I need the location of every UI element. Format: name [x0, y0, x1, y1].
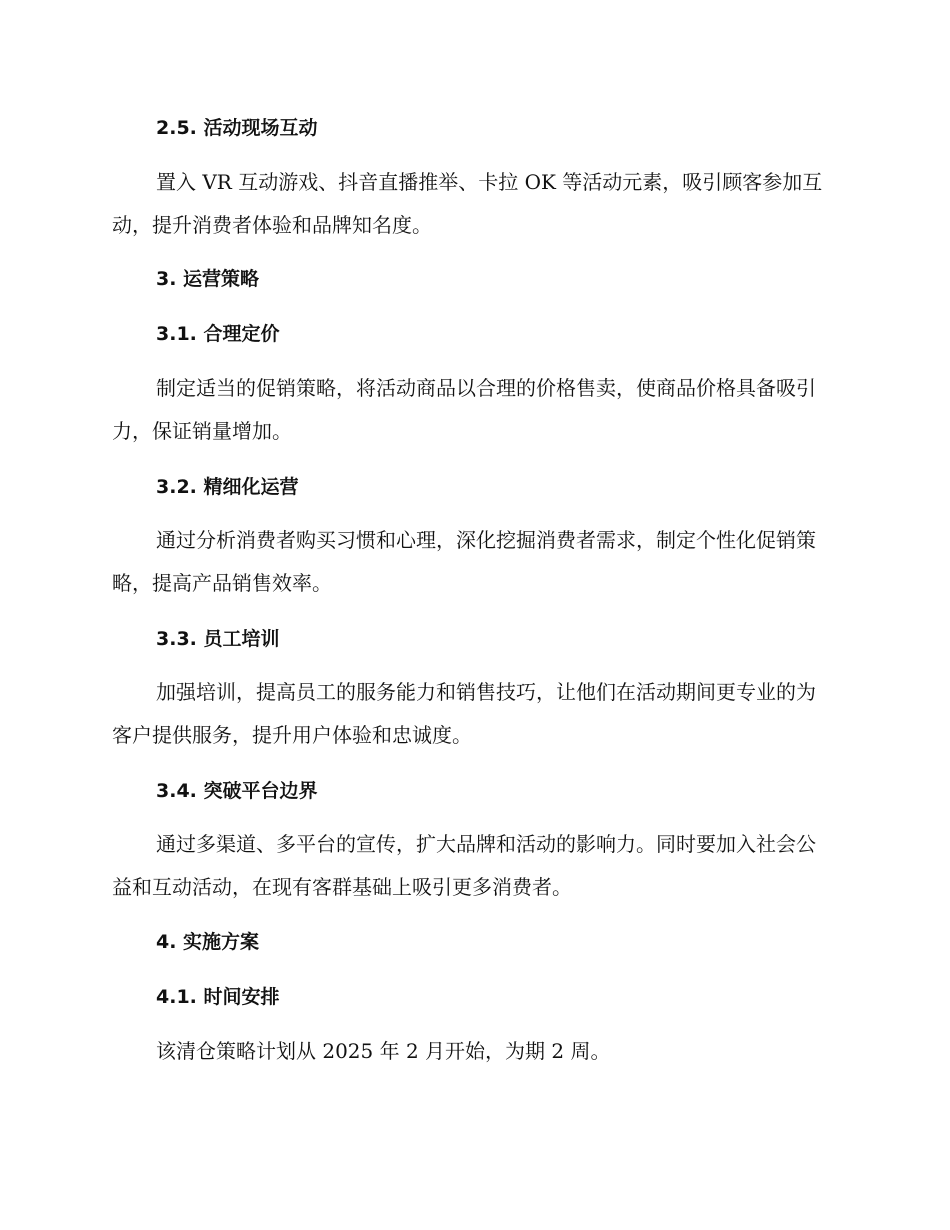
section-heading-4-1: 4.1. 时间安排	[156, 986, 280, 1008]
section-paragraph-3-1: 制定适当的促销策略，将活动商品以合理的价格售卖，使商品价格具备吸引力，保证销量增加。	[112, 376, 816, 443]
section-heading-2-5: 2.5. 活动现场互动	[156, 117, 318, 139]
section-heading-3-2: 3.2. 精细化运营	[156, 476, 299, 498]
section-paragraph-2-5: 置入 VR 互动游戏、抖音直播推举、卡拉 OK 等活动元素，吸引顾客参加互动，提升消费者体验和品牌知名度。	[112, 170, 823, 237]
section-paragraph-3-3: 加强培训，提高员工的服务能力和销售技巧，让他们在活动期间更专业的为客户提供服务，提升用户体验和忠诚度。	[112, 680, 816, 747]
section-heading-3-4: 3.4. 突破平台边界	[156, 780, 318, 802]
section-heading-3-1: 3.1. 合理定价	[156, 323, 280, 345]
section-heading-4: 4. 实施方案	[156, 931, 260, 953]
section-paragraph-4-1: 该清仓策略计划从 2025 年 2 月开始，为期 2 周。	[156, 1039, 611, 1063]
section-heading-3-3: 3.3. 员工培训	[156, 628, 280, 650]
section-paragraph-3-4: 通过多渠道、多平台的宣传，扩大品牌和活动的影响力。同时要加入社会公益和互动活动，在现有客群基础上吸引更多消费者。	[112, 832, 816, 899]
section-heading-3: 3. 运营策略	[156, 268, 260, 290]
section-paragraph-3-2: 通过分析消费者购买习惯和心理，深化挖掘消费者需求，制定个性化促销策略，提高产品销售效率。	[112, 528, 816, 595]
